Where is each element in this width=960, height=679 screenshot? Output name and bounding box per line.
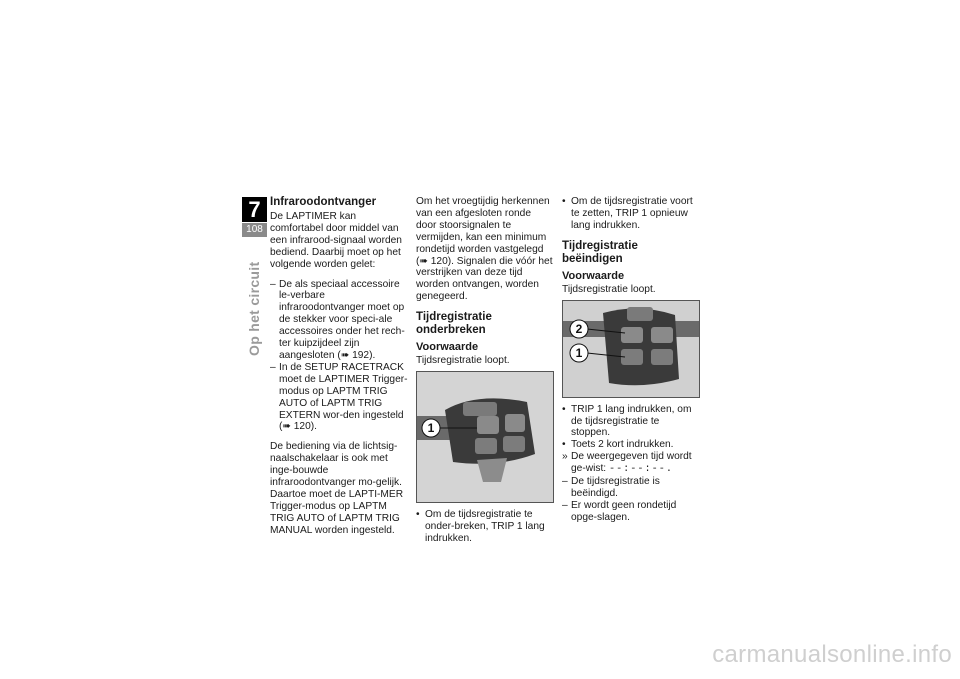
list-item: – In de SETUP RACETRACK moet de LAPTIMER Trigger-modus op LAPTM TRIG AUTO of LAPTM TRIG EXTERN wor-den ingesteld (➠ 120).	[270, 361, 408, 433]
list-item: • Om de tijdsregistratie te onder-breken, TRIP 1 lang indrukken.	[416, 509, 545, 544]
column-2	[416, 196, 554, 553]
end-steps	[562, 404, 700, 524]
outro-paragraph: De bediening via de lichtsig-naalschakelaar is ook met inge-bouwde infraroodontvanger mo-gelijk. Daartoe moet de LAPTI-MER Trigger-modus op LAPTM TRIG AUTO of LAPTM TRIG MANUAL worden ingesteld.	[270, 441, 404, 536]
bullet-marker: •	[562, 403, 566, 415]
condition-heading: Voorwaarde	[562, 269, 625, 282]
condition-text: Tijdsregistratie loopt.	[416, 355, 510, 367]
dash-marker: –	[562, 499, 568, 511]
handlebar-switch-figure	[416, 371, 554, 503]
list-item: – Er wordt geen rondetijd opge-slagen.	[562, 499, 677, 523]
bullet-marker: •	[416, 509, 420, 521]
figure-label: 2	[575, 321, 583, 336]
result-marker: »	[562, 451, 568, 463]
figure-label: 1	[427, 421, 435, 436]
figure-label: 1	[575, 345, 583, 360]
chapter-side-title: Op het circuit	[246, 261, 262, 356]
cleared-time-display: --:--:--.	[608, 464, 673, 476]
bullet-marker: •	[562, 196, 566, 207]
condition-text: Tijdsregistratie loopt.	[562, 283, 656, 295]
condition-heading: Voorwaarde	[416, 341, 479, 354]
handlebar-switch-figure	[562, 300, 700, 398]
bullet-marker: •	[562, 439, 566, 451]
watermark: carmanualsonline.info	[712, 641, 952, 668]
section-heading-infrared: Infraroodontvanger	[270, 196, 377, 208]
intro-paragraph: De LAPTIMER kan comfortabel door middel van een infrarood-signaal worden bediend. Daarbij moet op het volgende worden gelet:	[270, 211, 402, 270]
list-item: » De weergegeven tijd wordt ge-wist: --:--:--.	[562, 451, 692, 476]
page-number: 108	[242, 223, 267, 237]
list-item: • Toets 2 kort indrukken.	[562, 439, 674, 451]
list-item: – De tijdsregistratie is beëindigd.	[562, 476, 660, 499]
min-laptime-paragraph: Om het vroegtijdig herkennen van een afgesloten ronde door stoorsignalen te vermijden, kan een minimum rondetijd worden vastgelegd (➠ 120). Signalen die vóór het verstrijken van deze tijd worden ontvangen, worden genegeerd.	[416, 196, 553, 303]
chapter-number: 7	[242, 197, 267, 222]
pause-steps	[416, 509, 554, 545]
dash-marker: –	[270, 278, 276, 290]
list-item: – De als speciaal accessoire le-verbare infraroodontvanger moet op de stekker voor speci-ale accessoires onder het rech-ter kuipzijdeel zijn aangesloten (➠ 192).	[270, 278, 405, 361]
handlebar-switch-illustration	[417, 372, 553, 502]
resume-steps	[562, 196, 700, 232]
dash-marker: –	[562, 476, 568, 488]
list-item: • TRIP 1 lang indrukken, om de tijdsregistratie te stoppen.	[562, 403, 692, 439]
column-1	[270, 196, 408, 545]
column-3	[562, 196, 700, 532]
requirements-list	[270, 279, 408, 434]
dash-marker: –	[270, 361, 276, 373]
section-heading-pause: Tijdregistratie onderbreken	[416, 311, 492, 337]
section-heading-end: Tijdregistratie beëindigen	[562, 239, 638, 265]
handlebar-switch-illustration	[563, 301, 699, 397]
list-item: • Om de tijdsregistratie voort te zetten, TRIP 1 opnieuw lang indrukken.	[562, 196, 693, 231]
